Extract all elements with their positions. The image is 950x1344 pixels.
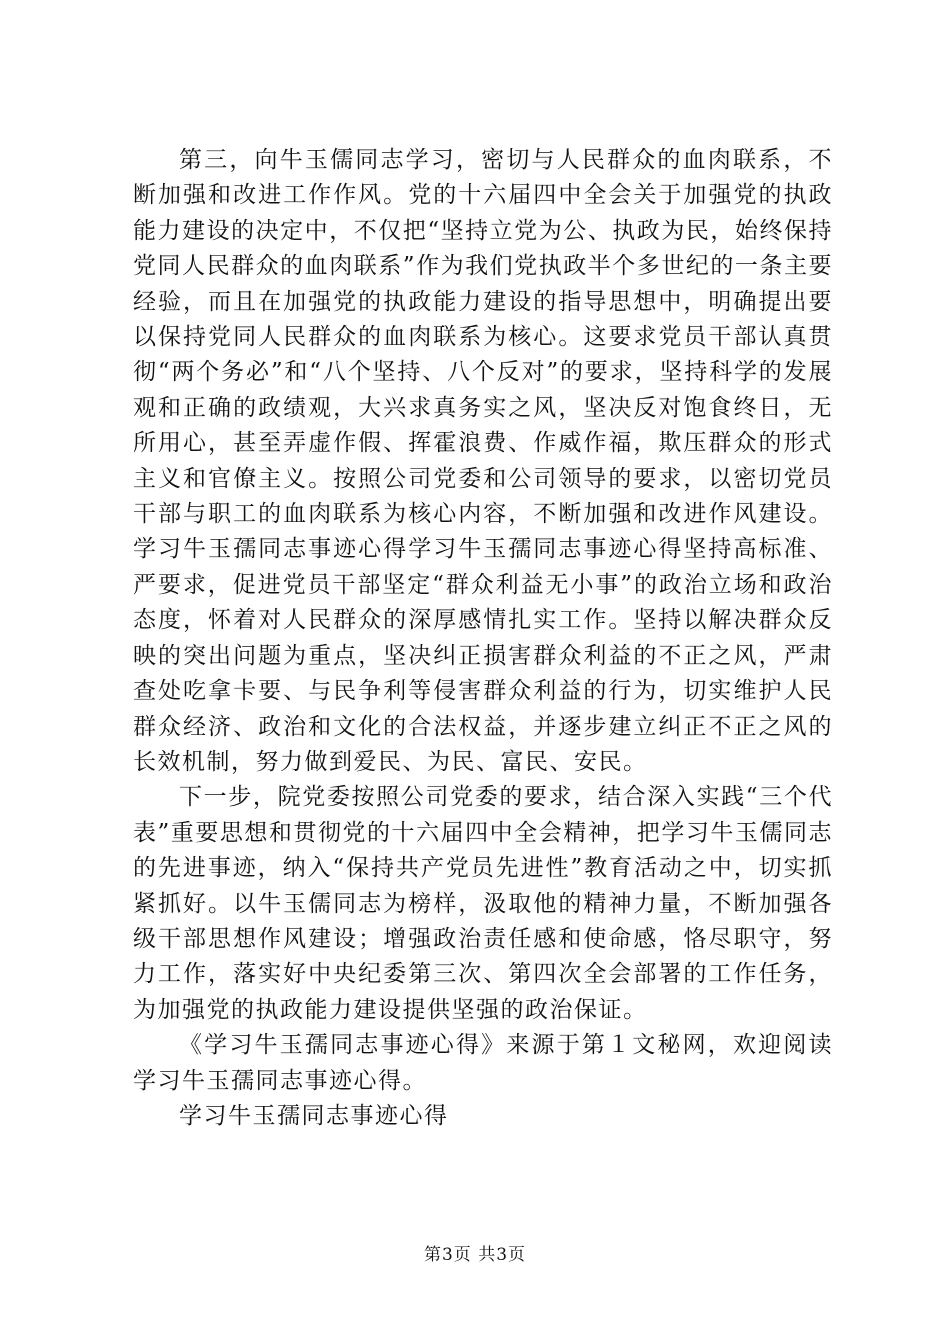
paragraph-source-note: 《学习牛玉孺同志事迹心得》来源于第１文秘网，欢迎阅读学习牛玉孺同志事迹心得。 <box>133 1032 833 1094</box>
paragraph-third-point: 第三，向牛玉儒同志学习，密切与人民群众的血肉联系，不断加强和改进工作作风。党的十六届四中全会关于加强党的执政能力建设的决定中，不仅把“坚持立党为公、执政为民，始终保持党同人民群众的血肉联系”作为我们党执政半个多世纪的一条主要经验，而且在加强党的执政能力建设的指导思想中，明确提出要以保持党同人民群众的血肉联系为核心。这要求党员干部认真贯彻“两个务必”和“八个坚持、八个反对”的要求，坚持科学的发展观和正确的政绩观，大兴求真务实之风，坚决反对饱食终日，无所用心，甚至弄虚作假、挥霍浪费、作威作福，欺压群众的形式主义和官僚主义。按照公司党委和公司领导的要求，以密切党员干部与职工的血肉联系为核心内容，不断加强和改进作风建设。学习牛玉孺同志事迹心得学习牛玉孺同志事迹心得坚持高标准、严要求，促进党员干部坚定“群众利益无小事”的政治立场和政治态度，怀着对人民群众的深厚感情扎实工作。坚持以解决群众反映的突出问题为重点，坚决纠正损害群众利益的不正之风，严肃查处吃拿卡要、与民争利等侵害群众利益的行为，切实维护人民群众经济、政治和文化的合法权益，并逐步建立纠正不正之风的长效机制，努力做到爱民、为民、富民、安民。 <box>133 147 833 775</box>
page-footer: 第3页 共3页 <box>423 1245 527 1265</box>
paragraph-closing-title: 学习牛玉孺同志事迹心得 <box>179 1102 449 1129</box>
document-body <box>133 143 833 1134</box>
paragraph-next-step: 下一步，院党委按照公司党委的要求，结合深入实践“三个代表”重要思想和贯彻党的十六届四中全会精神，把学习牛玉儒同志的先进事迹，纳入“保持共产党员先进性”教育活动之中，切实抓紧抓好。以牛玉儒同志为榜样，汲取他的精神力量，不断加强各级干部思想作风建设；增强政治责任感和使命感，恪尽职守，努力工作，落实好中央纪委第三次、第四次全会部署的工作任务，为加强党的执政能力建设提供坚强的政治保证。 <box>133 784 833 1023</box>
